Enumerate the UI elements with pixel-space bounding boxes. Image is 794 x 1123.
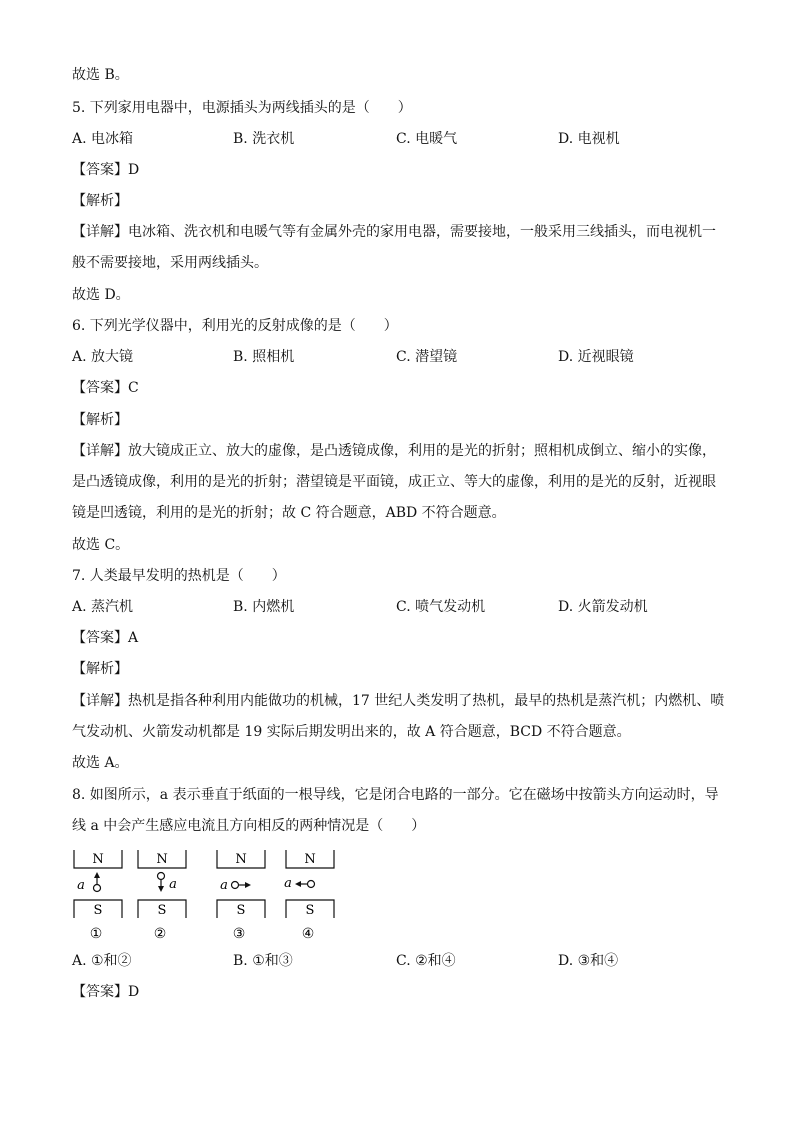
question-7: 7. 人类最早发明的热机是（ ）: [72, 568, 286, 584]
option-a: A. 放大镜: [72, 349, 134, 365]
question-8: 8. 如图所示，a 表示垂直于纸面的一根导线，它是闭合电路的一部分。它在磁场中按箭头方向运动时，导: [72, 787, 719, 803]
conclusion-line: 故选 C。: [72, 537, 130, 553]
magnet-diagram: [72, 846, 372, 946]
answer-line: 【答案】A: [72, 630, 139, 646]
wire-3: [232, 882, 239, 889]
arrow-left-head: [295, 881, 301, 887]
north-label: N: [304, 852, 316, 867]
question-8-continued: 线 a 中会产生感应电流且方向相反的两种情况是（ ）: [72, 818, 426, 834]
explanation-line: 镜是凹透镜，利用的是光的折射；故 C 符合题意，ABD 不符合题意。: [72, 505, 506, 521]
analysis-heading: 【解析】: [72, 412, 128, 428]
analysis-heading: 【解析】: [72, 193, 128, 209]
wire-2: [158, 873, 165, 880]
south-label: S: [93, 903, 103, 918]
answer-line: 【答案】C: [72, 380, 139, 396]
conclusion-line: 故选 B。: [72, 67, 129, 83]
arrow-down-head: [158, 886, 164, 892]
option-d: D. 电视机: [558, 131, 620, 147]
option-a: A. ①和②: [72, 953, 132, 969]
wire-label: a: [284, 876, 292, 891]
south-label: S: [157, 903, 167, 918]
north-label: N: [235, 852, 247, 867]
option-d: D. 近视眼镜: [558, 349, 634, 365]
explanation-line: 般不需要接地，采用两线插头。: [72, 255, 268, 271]
answer-line: 【答案】D: [72, 162, 140, 178]
question-6: 6. 下列光学仪器中，利用光的反射成像的是（ ）: [72, 318, 398, 334]
option-a: A. 蒸汽机: [72, 599, 134, 615]
wire-label: a: [169, 877, 177, 892]
wire-1: [94, 885, 101, 892]
option-b: B. 内燃机: [233, 599, 295, 615]
explanation-line: 是凸透镜成像，利用的是光的折射；潜望镜是平面镜，成正立、等大的虚像，利用的是光的反射，近视眼: [72, 474, 716, 490]
option-b: B. 照相机: [233, 349, 295, 365]
option-c: C. 电暖气: [396, 131, 458, 147]
question-5: 5. 下列家用电器中，电源插头为两线插头的是（ ）: [72, 100, 412, 116]
answer-line: 【答案】D: [72, 984, 140, 1000]
explanation-line: 【详解】电冰箱、洗衣机和电暖气等有金属外壳的家用电器，需要接地，一般采用三线插头，而电视机一: [72, 224, 716, 240]
option-b: B. 洗衣机: [233, 131, 295, 147]
option-d: D. ③和④: [558, 953, 619, 969]
north-label: N: [92, 852, 104, 867]
south-label: S: [305, 903, 315, 918]
option-c: C. 潜望镜: [396, 349, 458, 365]
wire-label: a: [220, 878, 228, 893]
north-label: N: [156, 852, 168, 867]
arrow-up-head: [94, 872, 100, 878]
figure-number: ③: [232, 926, 246, 942]
option-c: C. ②和④: [396, 953, 456, 969]
option-a: A. 电冰箱: [72, 131, 134, 147]
analysis-heading: 【解析】: [72, 661, 128, 677]
explanation-line: 【详解】放大镜成正立、放大的虚像，是凸透镜成像，利用的是光的折射；照相机成倒立、缩小的实像，: [72, 443, 716, 459]
conclusion-line: 故选 A。: [72, 755, 129, 771]
option-c: C. 喷气发动机: [396, 599, 486, 615]
wire-4: [308, 881, 315, 888]
explanation-line: 气发动机、火箭发动机都是 19 实际后期发明出来的，故 A 符合题意，BCD 不符合题意。: [72, 724, 631, 740]
conclusion-line: 故选 D。: [72, 287, 130, 303]
arrow-right-head: [245, 882, 251, 888]
figure-number: ①: [89, 926, 103, 942]
figure-number: ④: [301, 926, 315, 942]
wire-label: a: [77, 878, 85, 893]
explanation-line: 【详解】热机是指各种利用内能做功的机械，17 世纪人类发明了热机，最早的热机是蒸汽机；内燃机、喷: [72, 693, 725, 709]
option-d: D. 火箭发动机: [558, 599, 648, 615]
figure-number: ②: [153, 926, 167, 942]
south-label: S: [236, 903, 246, 918]
option-b: B. ①和③: [233, 953, 293, 969]
